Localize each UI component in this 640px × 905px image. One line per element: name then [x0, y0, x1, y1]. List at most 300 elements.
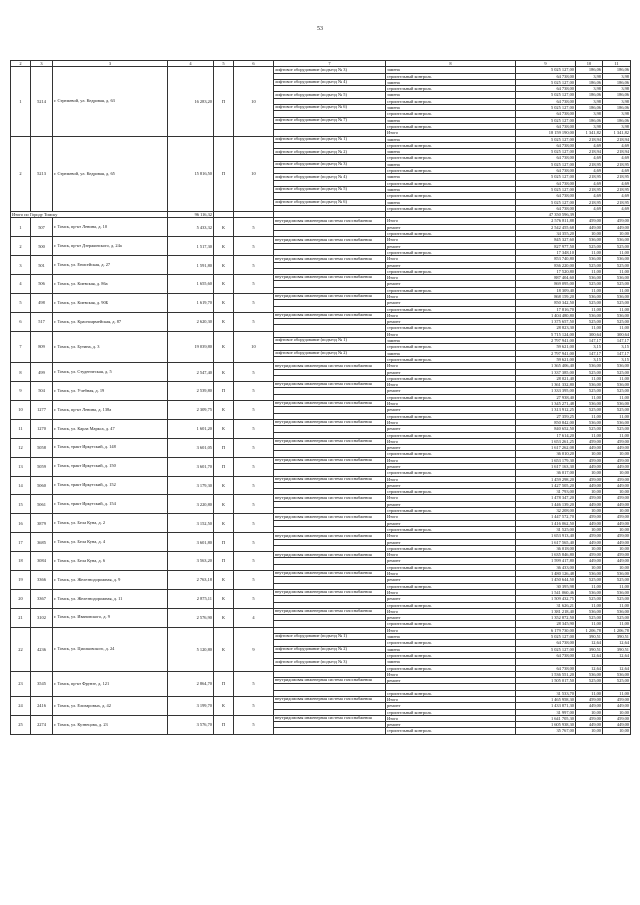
work-kind: замена	[386, 67, 516, 73]
cost: 1 505 017,50	[516, 678, 576, 684]
unit-cost: 11,00	[576, 325, 603, 331]
cost: 32 208,00	[516, 508, 576, 514]
work-kind: замена	[386, 659, 516, 665]
address: г. Томск, пр-кт Ленина, д. 138а	[53, 401, 168, 420]
work-type: лифтовое оборудование (подъезд № 5)	[274, 92, 386, 98]
cost: 1 509 432,75	[516, 596, 576, 602]
unit-cost-limit: 11,00	[603, 602, 631, 608]
area: 2 547,40	[168, 363, 214, 382]
floors: 10	[234, 331, 274, 362]
unit-cost: 10,00	[576, 728, 603, 734]
cost: 64 738,00	[516, 123, 576, 129]
unit-cost-limit: 3,98	[603, 98, 631, 104]
unit-cost-limit: 12,64	[603, 640, 631, 646]
area: 3 563,20	[168, 552, 214, 571]
work-kind: Итого	[386, 696, 516, 702]
work-kind: ремонт	[386, 407, 516, 413]
floors: 5	[234, 218, 274, 237]
work-kind: Итого	[386, 275, 516, 281]
unit-cost: 11,00	[576, 690, 603, 696]
cost: 845 327,60	[516, 237, 576, 243]
unit-cost: 10,00	[576, 709, 603, 715]
header-cell: 4	[168, 61, 214, 67]
unit-cost: 449,00	[576, 703, 603, 709]
unit-cost-limit: 536,00	[603, 256, 631, 262]
unit-cost: 147,17	[576, 350, 603, 356]
material: К	[214, 256, 234, 275]
header-cell: 3	[31, 61, 53, 67]
cost: 5 025 127,00	[516, 634, 576, 640]
house-id: 507	[31, 218, 53, 237]
house-id: 500	[31, 237, 53, 256]
unit-cost: 525,00	[576, 407, 603, 413]
address: г. Томск, ул. Учебная, д. 19	[53, 382, 168, 401]
unit-cost: 459,00	[576, 218, 603, 224]
unit-cost-limit: 449,00	[603, 722, 631, 728]
unit-cost-limit: 525,00	[603, 262, 631, 268]
cost: 5 025 127,00	[516, 67, 576, 73]
work-kind: ремонт	[386, 426, 516, 432]
house-id: 809	[31, 331, 53, 362]
address: г. Томск, ул. Красноармейская, д. 87	[53, 312, 168, 331]
material: П	[214, 67, 234, 136]
work-kind: ремонт	[386, 464, 516, 470]
material: К	[214, 293, 234, 312]
work-kind: Итого	[386, 457, 516, 463]
work-kind: ремонт	[386, 281, 516, 287]
floors: 4	[234, 608, 274, 627]
unit-cost: 3,15	[576, 356, 603, 362]
unit-cost: 3,98	[576, 86, 603, 92]
work-type: лифтовое оборудование (подъезд № 7)	[274, 117, 386, 123]
cost: 827 977,50	[516, 243, 576, 249]
unit-cost-limit: 449,00	[603, 224, 631, 230]
cost: 59 621,00	[516, 344, 576, 350]
area: 3 601,05	[168, 438, 214, 457]
unit-cost: 186,06	[576, 67, 603, 73]
work-type: внутридомовая инженерная система газоснабжения	[274, 533, 386, 539]
cost: 64 738,00	[516, 142, 576, 148]
floors: 5	[234, 696, 274, 715]
cost: 17 816,70	[516, 306, 576, 312]
cost: 853 740,80	[516, 256, 576, 262]
row-number: 1	[11, 67, 31, 136]
unit-cost: 525,00	[576, 596, 603, 602]
work-kind: строительный контроль	[386, 545, 516, 551]
row-number: 12	[11, 438, 31, 457]
floors: 5	[234, 382, 274, 401]
work-kind: ремонт	[386, 615, 516, 621]
work-type: внутридомовая инженерная система газоснабжения	[274, 419, 386, 425]
unit-cost: 218,95	[576, 161, 603, 167]
work-kind: Итого	[386, 401, 516, 407]
cost: 30 395,98	[516, 583, 576, 589]
unit-cost-limit: 525,00	[603, 407, 631, 413]
unit-cost-limit: 186,06	[603, 105, 631, 111]
unit-cost: 525,00	[576, 243, 603, 249]
area: 3 179,30	[168, 476, 214, 495]
work-kind: ремонт	[386, 445, 516, 451]
address: г. Томск, ул. Киевская, д. 86а	[53, 275, 168, 294]
unit-cost-limit: 186,06	[603, 117, 631, 123]
unit-cost: 11,00	[576, 583, 603, 589]
unit-cost: 1 206,78	[576, 627, 603, 633]
work-type: лифтовое оборудование (подъезд № 6)	[274, 105, 386, 111]
work-kind: Итого	[386, 589, 516, 595]
unit-cost: 218,95	[576, 199, 603, 205]
cost: 850 842,00	[516, 419, 576, 425]
area: 2 576,90	[168, 608, 214, 627]
unit-cost-limit: 459,00	[603, 457, 631, 463]
work-kind: ремонт	[386, 539, 516, 545]
cost: 1 459 298,20	[516, 476, 576, 482]
house-id: 3685	[31, 533, 53, 552]
work-type: лифтовое оборудование (подъезд № 4)	[274, 79, 386, 85]
unit-cost: 12,64	[576, 652, 603, 658]
work-type: внутридомовая инженерная система газоснабжения	[274, 589, 386, 595]
unit-cost-limit: 459,00	[603, 476, 631, 482]
unit-cost: 10,00	[576, 564, 603, 570]
unit-cost: 525,00	[576, 281, 603, 287]
area: 1 655,60	[168, 275, 214, 294]
house-id: 5058	[31, 438, 53, 457]
work-kind: строительный контроль	[386, 268, 516, 274]
cost: 1 480 126,48	[516, 571, 576, 577]
unit-cost: 536,00	[576, 237, 603, 243]
unit-cost-limit: 218,95	[603, 174, 631, 180]
cost: 1 599 417,80	[516, 558, 576, 564]
cost: 64 738,00	[516, 180, 576, 186]
row-number: 6	[11, 312, 31, 331]
address: г. Томск, тракт Иркутский, д. 150	[53, 457, 168, 476]
work-kind: Итого	[386, 608, 516, 614]
material: К	[214, 514, 234, 533]
work-kind: ремонт	[386, 501, 516, 507]
unit-cost-limit: 459,00	[603, 715, 631, 721]
unit-cost: 3,98	[576, 98, 603, 104]
unit-cost: 11,00	[576, 413, 603, 419]
cost: 1 478 347,20	[516, 495, 576, 501]
work-kind: строительный контроль	[386, 325, 516, 331]
work-kind: строительный контроль	[386, 168, 516, 174]
house-id: 3366	[31, 571, 53, 590]
row-number: 21	[11, 608, 31, 627]
unit-cost: 11,00	[576, 602, 603, 608]
unit-cost-limit: 449,00	[603, 501, 631, 507]
work-kind: ремонт	[386, 369, 516, 375]
unit-cost-limit: 459,00	[603, 696, 631, 702]
row-number: 14	[11, 476, 31, 495]
work-kind: строительный контроль	[386, 413, 516, 419]
work-kind: ремонт	[386, 482, 516, 488]
work-kind: Итого	[386, 331, 516, 337]
work-type: внутридомовая инженерная система газоснабжения	[274, 476, 386, 482]
row-number: 23	[11, 671, 31, 696]
unit-cost-limit: 536,00	[603, 419, 631, 425]
work-kind: строительный контроль	[386, 306, 516, 312]
unit-cost-limit: 4,69	[603, 168, 631, 174]
address: г. Томск, тракт Иркутский, д. 152	[53, 476, 168, 495]
row-number: 2	[11, 237, 31, 256]
unit-cost: 11,00	[576, 287, 603, 293]
row-number: 22	[11, 627, 31, 671]
material: К	[214, 275, 234, 294]
work-type: внутридомовая инженерная система газоснабжения	[274, 237, 386, 243]
cost: 36 018,00	[516, 545, 576, 551]
cost: 1 365 406,40	[516, 363, 576, 369]
address: г. Томск, ул. Кузнецова, д. 23	[53, 715, 168, 734]
work-kind: строительный контроль	[386, 526, 516, 532]
address: г. Томск, ул. Бела Куна, д. 4	[53, 533, 168, 552]
work-kind: строительный контроль	[386, 489, 516, 495]
work-type: внутридомовая инженерная система газоснабжения	[274, 715, 386, 721]
unit-cost-limit: 12,64	[603, 652, 631, 658]
area: 2 539,80	[168, 382, 214, 401]
cost: 1 605 938,30	[516, 722, 576, 728]
unit-cost-limit: 147,17	[603, 350, 631, 356]
work-type: внутридомовая инженерная система газоснабжения	[274, 363, 386, 369]
floors: 10	[234, 67, 274, 136]
unit-cost: 525,00	[576, 615, 603, 621]
row-number: 25	[11, 715, 31, 734]
cost: 1 450 644,50	[516, 577, 576, 583]
cost: 1 345 271,48	[516, 401, 576, 407]
house-id: 506	[31, 275, 53, 294]
row-number: 15	[11, 495, 31, 514]
work-kind: Итого	[386, 218, 516, 224]
address: г. Томск, ул. Железнодорожная, д. 9	[53, 571, 168, 590]
unit-cost-limit: 536,00	[603, 312, 631, 318]
work-kind: Итого	[386, 130, 516, 136]
unit-cost: 449,00	[576, 445, 603, 451]
cost: 64 738,00	[516, 111, 576, 117]
floors: 5	[234, 476, 274, 495]
material: К	[214, 331, 234, 362]
work-kind: Итого	[386, 363, 516, 369]
row-number: 2	[11, 136, 31, 212]
unit-cost: 3,98	[576, 123, 603, 129]
cost: 869 095,00	[516, 281, 576, 287]
unit-cost: 4,69	[576, 168, 603, 174]
work-kind: ремонт	[386, 722, 516, 728]
cost: 1 653 179,30	[516, 457, 576, 463]
work-kind: замена	[386, 92, 516, 98]
work-kind: Итого	[386, 495, 516, 501]
unit-cost: 536,00	[576, 589, 603, 595]
cost: 28 021,40	[516, 375, 576, 381]
unit-cost-limit: 449,00	[603, 464, 631, 470]
area: 5 433,32	[168, 218, 214, 237]
unit-cost: 459,00	[576, 715, 603, 721]
unit-cost-limit: 525,00	[603, 300, 631, 306]
work-kind: замена	[386, 161, 516, 167]
work-kind: строительный контроль	[386, 142, 516, 148]
cost: 64 738,00	[516, 193, 576, 199]
unit-cost-limit: 459,00	[603, 552, 631, 558]
work-kind: строительный контроль	[386, 180, 516, 186]
cost: 2 576 811,88	[516, 218, 576, 224]
address: г. Томск, тракт Иркутский, д. 148	[53, 438, 168, 457]
cost: 5 025 127,00	[516, 186, 576, 192]
unit-cost: 10,00	[576, 545, 603, 551]
house-id: 517	[31, 312, 53, 331]
house-id: 5213	[31, 136, 53, 212]
cost: 64 738,00	[516, 640, 576, 646]
material: К	[214, 495, 234, 514]
unit-cost: 11,00	[576, 249, 603, 255]
row-number: 4	[11, 275, 31, 294]
unit-cost-limit: 536,00	[603, 608, 631, 614]
work-kind: замена	[386, 149, 516, 155]
unit-cost-limit: 449,00	[603, 703, 631, 709]
unit-cost-limit: 536,00	[603, 237, 631, 243]
unit-cost-limit: 4,69	[603, 193, 631, 199]
cost: 64 738,00	[516, 652, 576, 658]
unit-cost-limit: 449,00	[603, 520, 631, 526]
cost: 887 404,60	[516, 275, 576, 281]
unit-cost-limit: 11,00	[603, 306, 631, 312]
unit-cost: 536,00	[576, 293, 603, 299]
house-id: 5059	[31, 457, 53, 476]
cost: 5 025 127,00	[516, 161, 576, 167]
unit-cost-limit: 1 206,78	[603, 627, 631, 633]
unit-cost-limit: 459,00	[603, 438, 631, 444]
cost: 1 381 218,40	[516, 608, 576, 614]
work-type: внутридомовая инженерная система газоснабжения	[274, 457, 386, 463]
cost: 18 309,40	[516, 287, 576, 293]
unit-cost: 525,00	[576, 388, 603, 394]
unit-cost-limit: 11,00	[603, 413, 631, 419]
row-number: 24	[11, 696, 31, 715]
unit-cost: 147,17	[576, 338, 603, 344]
work-kind: строительный контроль	[386, 728, 516, 734]
unit-cost: 12,64	[576, 665, 603, 671]
house-id: 498	[31, 293, 53, 312]
unit-cost: 459,00	[576, 438, 603, 444]
cost: 27 938,40	[516, 394, 576, 400]
floors: 5	[234, 552, 274, 571]
house-id: 1270	[31, 419, 53, 438]
material: К	[214, 401, 234, 420]
cost: 5 025 127,00	[516, 174, 576, 180]
unit-cost: 536,00	[576, 312, 603, 318]
header-cell: 2	[11, 61, 31, 67]
unit-cost: 449,00	[576, 501, 603, 507]
unit-cost: 459,00	[576, 495, 603, 501]
unit-cost-limit: 10,00	[603, 508, 631, 514]
cost: 1 653 261,25	[516, 438, 576, 444]
city-total-label: Итого по Городу Томску	[11, 212, 168, 218]
unit-cost-limit: 536,00	[603, 363, 631, 369]
floors: 5	[234, 419, 274, 438]
cost: 1 635 846,80	[516, 552, 576, 558]
work-kind: строительный контроль	[386, 602, 516, 608]
area: 3 576,70	[168, 715, 214, 734]
cost: 64 738,00	[516, 665, 576, 671]
unit-cost-limit: 449,00	[603, 482, 631, 488]
unit-cost-limit: 218,94	[603, 149, 631, 155]
work-type: лифтовое оборудование (подъезд № 6)	[274, 199, 386, 205]
row-number: 16	[11, 514, 31, 533]
unit-cost-limit: 536,00	[603, 589, 631, 595]
cost: 1 541 060,46	[516, 589, 576, 595]
unit-cost-limit: 525,00	[603, 369, 631, 375]
cost: 64 738,00	[516, 73, 576, 79]
material: К	[214, 312, 234, 331]
unit-cost-limit: 390,51	[603, 634, 631, 640]
work-type: лифтовое оборудование (подъезд № 4)	[274, 174, 386, 180]
work-kind: Итого	[386, 571, 516, 577]
cost: 17 348,10	[516, 249, 576, 255]
page-number: 53	[317, 26, 323, 32]
floors: 5	[234, 438, 274, 457]
work-type: лифтовое оборудование (подъезд № 5)	[274, 186, 386, 192]
unit-cost-limit: 10,00	[603, 709, 631, 715]
unit-cost-limit: 186,06	[603, 79, 631, 85]
floors: 9	[234, 627, 274, 671]
cost: 840 652,50	[516, 426, 576, 432]
unit-cost: 218,95	[576, 174, 603, 180]
cost: 1 617 262,08	[516, 445, 576, 451]
address: г. Томск, пр-кт Ленина, д. 10	[53, 218, 168, 237]
cost: 2 797 941,00	[516, 338, 576, 344]
work-kind: замена	[386, 174, 516, 180]
material: К	[214, 696, 234, 715]
floors: 5	[234, 275, 274, 294]
address: г. Томск, ул. Железнодорожная, д. 11	[53, 589, 168, 608]
house-id: 3102	[31, 608, 53, 627]
work-kind: Итого	[386, 533, 516, 539]
work-type: внутридомовая инженерная система газоснабжения	[274, 678, 386, 684]
work-kind: замена	[386, 79, 516, 85]
work-type: лифтовое оборудование (подъезд № 3)	[274, 161, 386, 167]
unit-cost: 536,00	[576, 275, 603, 281]
work-kind: ремонт	[386, 300, 516, 306]
unit-cost-limit: 525,00	[603, 678, 631, 684]
cost: 1 446 139,20	[516, 501, 576, 507]
cost: 31 997,00	[516, 709, 576, 715]
work-type: внутридомовая инженерная система газоснабжения	[274, 552, 386, 558]
work-kind: строительный контроль	[386, 709, 516, 715]
material: П	[214, 136, 234, 212]
unit-cost: 449,00	[576, 539, 603, 545]
unit-cost-limit: 3,98	[603, 73, 631, 79]
material: К	[214, 363, 234, 382]
cost: 64 738,00	[516, 168, 576, 174]
unit-cost: 449,00	[576, 520, 603, 526]
unit-cost-limit: 459,00	[603, 533, 631, 539]
unit-cost: 536,00	[576, 419, 603, 425]
cost: 36 010,20	[516, 451, 576, 457]
unit-cost-limit: 536,00	[603, 275, 631, 281]
unit-cost: 525,00	[576, 426, 603, 432]
unit-cost: 10,00	[576, 526, 603, 532]
unit-cost: 525,00	[576, 369, 603, 375]
material: П	[214, 715, 234, 734]
address: г. Томск, ул. Бела Куна, д. 6	[53, 552, 168, 571]
work-type: внутридомовая инженерная система газоснабжения	[274, 696, 386, 702]
row-number: 19	[11, 571, 31, 590]
unit-cost-limit: 186,06	[603, 92, 631, 98]
unit-cost-limit: 11,00	[603, 268, 631, 274]
unit-cost: 390,51	[576, 634, 603, 640]
work-type: лифтовое оборудование (подъезд № 2)	[274, 350, 386, 356]
unit-cost-limit: 11,00	[603, 287, 631, 293]
house-id: 3084	[31, 552, 53, 571]
work-kind: ремонт	[386, 262, 516, 268]
house-id: 3879	[31, 514, 53, 533]
work-kind: строительный контроль	[386, 86, 516, 92]
